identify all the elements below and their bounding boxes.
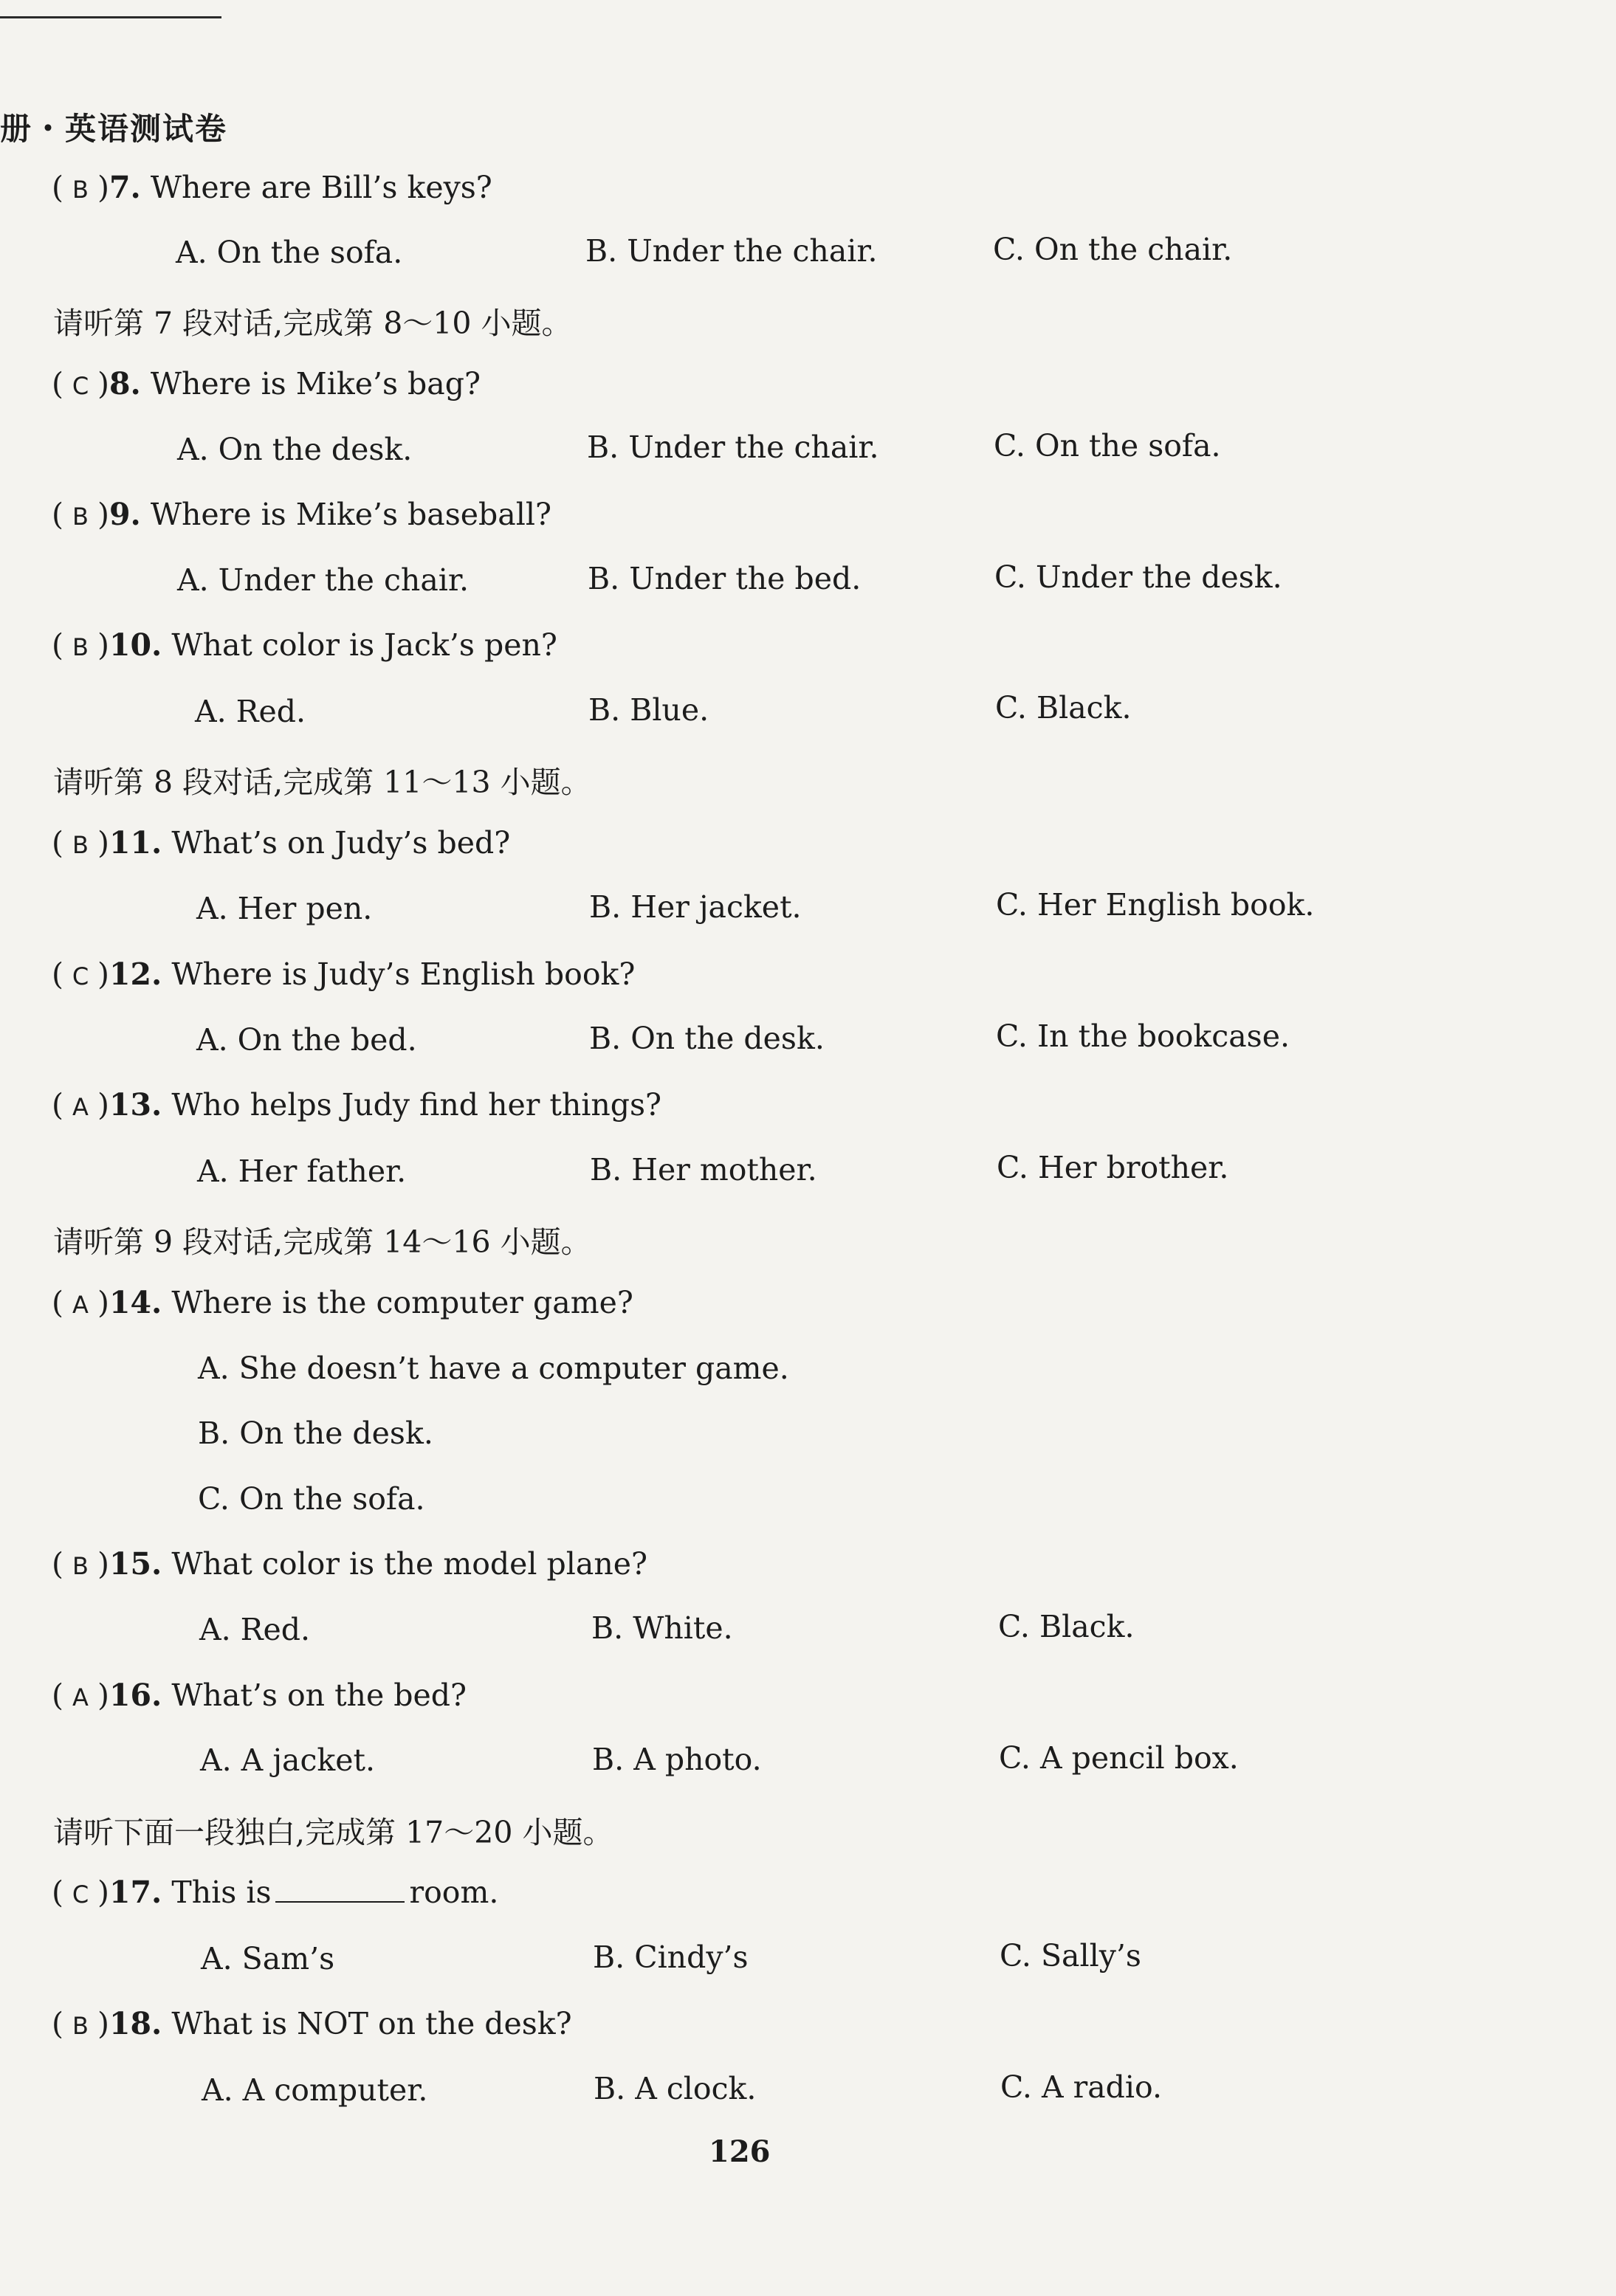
- question-number: 11.: [109, 825, 162, 861]
- option-c: C. Her English book.: [996, 887, 1315, 923]
- option-b: B. Cindy’s: [593, 1940, 749, 1975]
- question-text: Where is Mike’s bag?: [150, 366, 481, 401]
- option-a: A. Her pen.: [196, 891, 373, 926]
- option-c: C. In the bookcase.: [996, 1018, 1290, 1054]
- answer-mark: C: [72, 372, 89, 400]
- question-number: 16.: [109, 1678, 162, 1713]
- option-a: A. On the sofa.: [176, 235, 403, 270]
- answer-mark: A: [72, 1291, 89, 1319]
- question-13: ( A )13. Who helps Judy find her things?: [52, 1087, 662, 1123]
- question-text: What’s on the bed?: [171, 1678, 467, 1713]
- instruction: 请听第 8 段对话,完成第 11～13 小题。: [53, 765, 591, 800]
- question-text-after: room.: [409, 1875, 499, 1910]
- question-number: 9.: [109, 497, 141, 532]
- question-14: ( A )14. Where is the computer game?: [52, 1285, 633, 1320]
- question-text: Where is Mike’s baseball?: [150, 497, 551, 532]
- option-c: C. Sally’s: [1000, 1938, 1141, 1973]
- question-text: This is: [171, 1875, 272, 1910]
- answer-mark: A: [72, 1683, 89, 1711]
- question-number: 8.: [109, 366, 141, 401]
- question-12: ( C )12. Where is Judy’s English book?: [52, 956, 636, 992]
- question-text: Where is the computer game?: [171, 1285, 633, 1320]
- question-text: What color is Jack’s pen?: [171, 627, 557, 663]
- answer-mark: B: [72, 503, 89, 531]
- answer-mark: C: [72, 1880, 89, 1909]
- option-a: A. Her father.: [197, 1154, 407, 1189]
- answer-mark: B: [72, 831, 89, 859]
- option-b: B. Her mother.: [590, 1152, 817, 1187]
- question-text: What is NOT on the desk?: [171, 2006, 572, 2041]
- question-7: ( B )7. Where are Bill’s keys?: [52, 170, 492, 205]
- instruction: 请听第 7 段对话,完成第 8～10 小题。: [53, 306, 572, 341]
- option-b: B. Under the bed.: [588, 561, 862, 596]
- option-a: A. On the desk.: [177, 432, 413, 467]
- question-number: 10.: [109, 627, 162, 663]
- option-a: A. Sam’s: [201, 1941, 335, 1976]
- option-a: A. Red.: [199, 1612, 311, 1647]
- answer-mark: B: [72, 176, 89, 204]
- answer-mark: B: [72, 633, 89, 661]
- answer-mark: A: [72, 1093, 89, 1121]
- option-a: A. Red.: [195, 694, 306, 729]
- option-c: C. A radio.: [1000, 2069, 1163, 2105]
- question-16: ( A )16. What’s on the bed?: [52, 1678, 467, 1713]
- question-15: ( B )15. What color is the model plane?: [52, 1546, 647, 1582]
- option-b: B. Her jacket.: [589, 889, 802, 925]
- option-b: B. On the desk.: [198, 1416, 433, 1451]
- question-11: ( B )11. What’s on Judy’s bed?: [52, 825, 511, 861]
- option-a: A. On the bed.: [196, 1022, 417, 1058]
- option-b: B. White.: [591, 1610, 733, 1646]
- option-a: A. A computer.: [202, 2072, 428, 2108]
- question-10: ( B )10. What color is Jack’s pen?: [52, 627, 557, 663]
- option-a: A. A jacket.: [200, 1742, 376, 1778]
- option-c: C. Black.: [995, 690, 1132, 725]
- answer-blank: [275, 1900, 405, 1903]
- question-number: 18.: [109, 2006, 162, 2041]
- answer-mark: B: [72, 2012, 89, 2040]
- option-b: B. Blue.: [588, 692, 709, 728]
- option-c: C. A pencil box.: [999, 1740, 1239, 1776]
- option-b: B. Under the chair.: [585, 233, 878, 269]
- option-c: C. Under the desk.: [994, 559, 1282, 595]
- answer-mark: B: [72, 1552, 89, 1580]
- option-c: C. On the chair.: [993, 232, 1233, 267]
- option-a: A. Under the chair.: [177, 562, 470, 598]
- option-c: C. On the sofa.: [198, 1481, 425, 1517]
- page-number: 126: [709, 2134, 771, 2169]
- instruction: 请听第 9 段对话,完成第 14～16 小题。: [53, 1224, 591, 1260]
- question-17: ( C )17. This is room.: [52, 1875, 499, 1910]
- question-8: ( C )8. Where is Mike’s bag?: [52, 366, 481, 401]
- option-b: B. On the desk.: [589, 1021, 825, 1056]
- question-number: 14.: [109, 1285, 162, 1320]
- question-number: 13.: [109, 1087, 162, 1123]
- question-text: Where are Bill’s keys?: [150, 170, 492, 205]
- question-number: 15.: [109, 1546, 162, 1582]
- question-number: 7.: [109, 170, 141, 205]
- question-number: 17.: [109, 1875, 162, 1910]
- answer-mark: C: [72, 962, 89, 990]
- option-a: A. She doesn’t have a computer game.: [198, 1351, 789, 1386]
- option-c: C. On the sofa.: [994, 428, 1221, 463]
- instruction: 请听下面一段独白,完成第 17～20 小题。: [53, 1815, 613, 1850]
- question-number: 12.: [109, 956, 162, 992]
- question-text: What color is the model plane?: [171, 1546, 647, 1582]
- question-9: ( B )9. Where is Mike’s baseball?: [52, 497, 551, 532]
- question-18: ( B )18. What is NOT on the desk?: [52, 2006, 572, 2041]
- option-b: B. Under the chair.: [587, 430, 879, 465]
- question-text: What’s on Judy’s bed?: [171, 825, 511, 861]
- question-text: Where is Judy’s English book?: [171, 956, 636, 992]
- question-text: Who helps Judy find her things?: [171, 1087, 662, 1123]
- option-c: C. Black.: [998, 1609, 1135, 1644]
- option-b: B. A photo.: [592, 1742, 762, 1777]
- page-header: 册・英语测试卷: [0, 111, 228, 147]
- option-b: B. A clock.: [594, 2071, 757, 2106]
- option-c: C. Her brother.: [997, 1150, 1229, 1185]
